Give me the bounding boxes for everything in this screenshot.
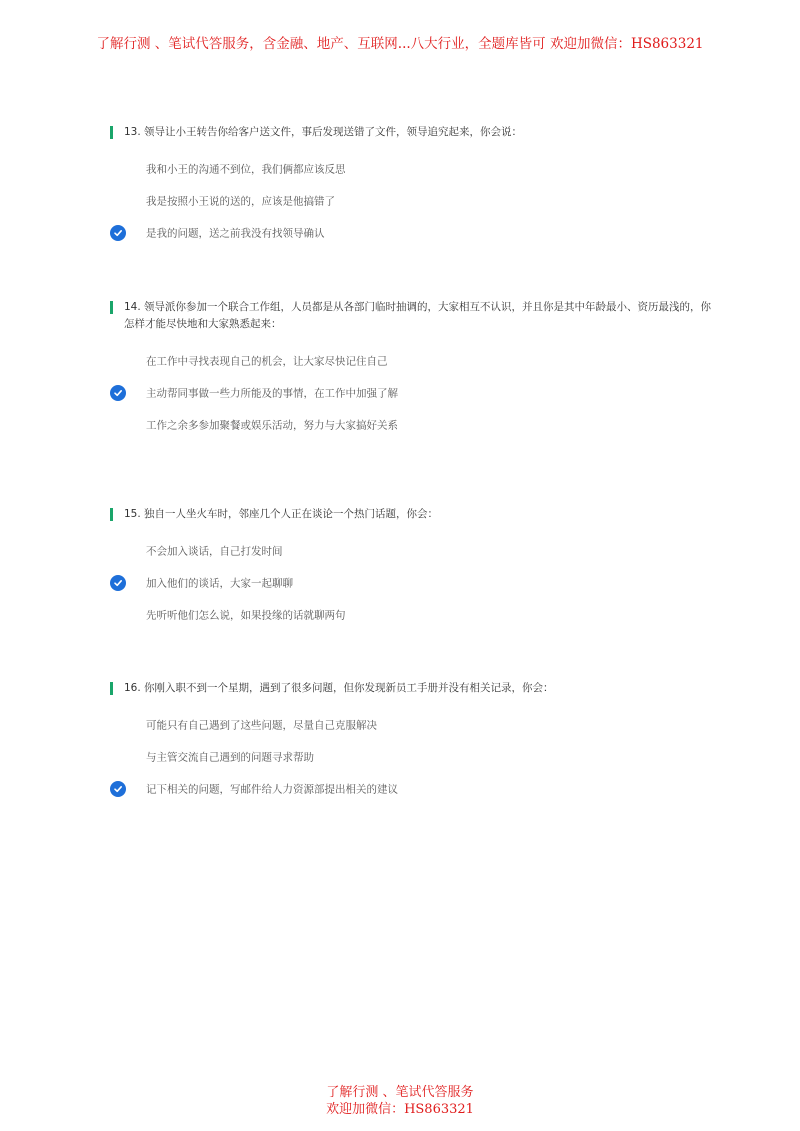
question-14 <box>110 299 720 441</box>
option-list <box>110 709 720 805</box>
option-item[interactable] <box>110 741 720 773</box>
option-item[interactable] <box>110 599 720 631</box>
option-item-selected[interactable] <box>110 217 720 249</box>
option-label: 主动帮同事做一些力所能及的事情，在工作中加强了解 <box>146 387 398 400</box>
option-item[interactable] <box>110 535 720 567</box>
footer-line-1: 了解行测 、笔试代答服务 <box>326 1085 474 1100</box>
question-prompt: 15. 独自一人坐火车时，邻座几个人正在谈论一个热门话题，你会： <box>124 508 439 520</box>
question-accent-bar <box>110 126 113 139</box>
option-item[interactable] <box>110 345 720 377</box>
option-label: 先听听他们怎么说，如果投缘的话就聊两句 <box>146 609 346 622</box>
option-item-selected[interactable] <box>110 377 720 409</box>
option-item-selected[interactable] <box>110 567 720 599</box>
checkmark-icon <box>110 385 126 401</box>
option-label: 我和小王的沟通不到位，我们俩都应该反思 <box>146 163 346 176</box>
option-item[interactable] <box>110 709 720 741</box>
question-13 <box>110 124 720 249</box>
question-accent-bar <box>110 682 113 695</box>
option-label: 记下相关的问题，写邮件给人力资源部提出相关的建议 <box>146 783 398 796</box>
footer-banner <box>0 1084 800 1118</box>
option-item[interactable] <box>110 153 720 185</box>
option-list <box>110 345 720 441</box>
question-16 <box>110 680 720 805</box>
option-label: 我是按照小王说的送的，应该是他搞错了 <box>146 195 335 208</box>
question-prompt: 16. 你刚入职不到一个星期，遇到了很多问题，但你发现新员工手册并没有相关记录，你会： <box>124 682 554 694</box>
option-label: 与主管交流自己遇到的问题寻求帮助 <box>146 751 314 764</box>
header-banner: 了解行测 、笔试代答服务，含金融、地产、互联网...八大行业，全题库皆可 欢迎加微信：HS863321 <box>96 36 704 52</box>
footer-line-2: 欢迎加微信：HS863321 <box>326 1102 474 1117</box>
checkmark-icon <box>110 225 126 241</box>
option-item[interactable] <box>110 409 720 441</box>
option-label: 加入他们的谈话，大家一起聊聊 <box>146 577 293 590</box>
question-15 <box>110 506 720 631</box>
option-label: 在工作中寻找表现自己的机会，让大家尽快记住自己 <box>146 355 388 368</box>
checkmark-icon <box>110 575 126 591</box>
question-prompt: 13. 领导让小王转告你给客户送文件，事后发现送错了文件，领导追究起来，你会说： <box>124 126 523 138</box>
question-accent-bar <box>110 508 113 521</box>
option-label: 工作之余多参加聚餐或娱乐活动，努力与大家搞好关系 <box>146 419 398 432</box>
question-accent-bar <box>110 301 113 314</box>
question-prompt: 14. 领导派你参加一个联合工作组，人员都是从各部门临时抽调的，大家相互不认识，并且你是其中年龄最小、资历最浅的，你怎样才能尽快地和大家熟悉起来： <box>124 301 712 330</box>
option-list <box>110 535 720 631</box>
option-label: 不会加入谈话，自己打发时间 <box>146 545 283 558</box>
checkmark-icon <box>110 781 126 797</box>
option-label: 可能只有自己遇到了这些问题，尽量自己克服解决 <box>146 719 377 732</box>
option-label: 是我的问题，送之前我没有找领导确认 <box>146 227 325 240</box>
option-item-selected[interactable] <box>110 773 720 805</box>
option-item[interactable] <box>110 185 720 217</box>
option-list <box>110 153 720 249</box>
